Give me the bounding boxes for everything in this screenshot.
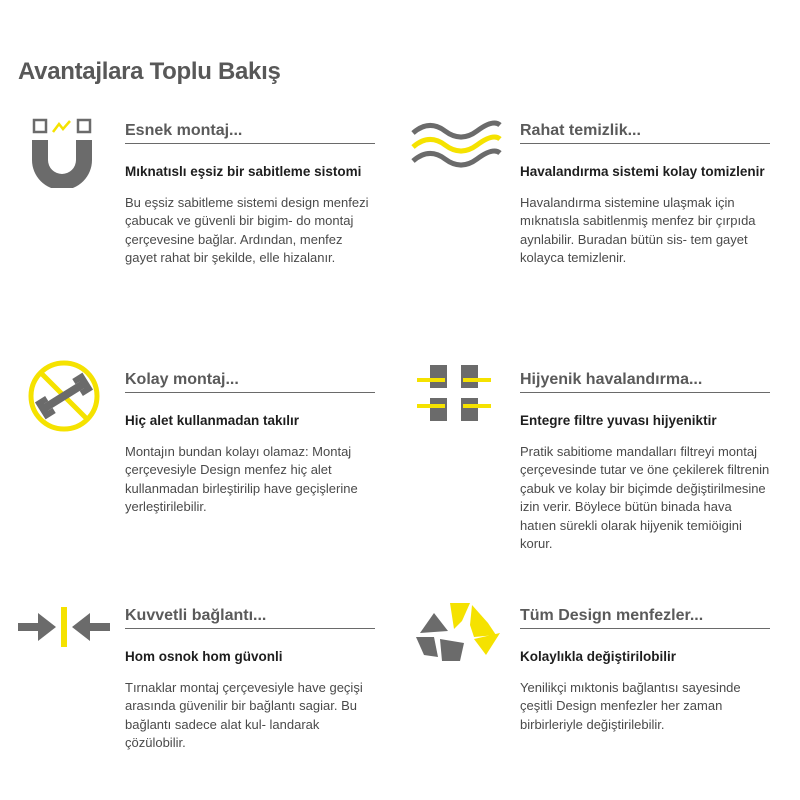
feature-subtitle: Entegre filtre yuvası hijyeniktir [520,413,717,428]
magnet-icon [28,116,96,193]
feature-subtitle: Kolaylıkla değiştirilobilir [520,649,677,664]
strong-connection-icon [16,605,112,654]
exchange-arrows-icon [414,603,504,670]
no-tools-icon [26,358,102,439]
feature-title: Kuvvetli bağlantı... [125,607,375,629]
feature-title: Esnek montaj... [125,122,375,144]
feature-hygienic-ventilation [520,371,770,553]
feature-subtitle: Hom osnok hom güvonli [125,649,283,664]
feature-interchangeable-vents [520,607,770,734]
feature-easy-cleaning [520,122,770,268]
feature-easy-installation [125,371,375,517]
feature-subtitle: Hiç alet kullanmadan takılır [125,413,300,428]
feature-body: Pratik sabitiome mandalları filtreyi montaj çerçevesinde tutar ve öne çekilerek filtrenin çabuk ve kolay bir biçimde değiştirilmesine izin verir. Böylece bütün binada hava hatıen sürekli olarak hijyenik temiöigini korur. [520,444,770,552]
airflow-waves-icon [410,116,502,181]
page-title: Avantajlara Toplu Bakış [18,58,281,85]
feature-title: Kolay montaj... [125,371,375,393]
feature-title: Rahat temizlik... [520,122,770,144]
feature-title: Hijyenik havalandırma... [520,371,770,393]
feature-strong-connection [125,607,375,753]
feature-title: Tüm Design menfezler... [520,607,770,629]
feature-subtitle: Mıknatıslı eşsiz bir sabitleme sistomi [125,164,362,179]
feature-subtitle: Havalandırma sistemi kolay tomizlenir [520,164,765,179]
feature-body: Yenilikçi mıktonis bağlantısı sayesinde çeşitli Design menfezler her zaman birbirleriyle değiştirilebilir. [520,680,741,732]
feature-body: Havalandırma sistemine ulaşmak için mıknatısla sabitlenmiş menfez bir çırpıda aynlabilir. Buradan bütün sis- tem gayet kolayca temizlenir. [520,195,756,266]
feature-body: Montajın bundan kolayı olamaz: Montaj çerçevesiyle Design menfez hiç alet kullanmadan birleştirilip have geçişlerine yerleştirilebilir. [125,444,358,515]
filter-icon [414,363,494,428]
feature-body: Tırnaklar montaj çerçevesiyle have geçişi arasında güvenilir bir bağlantı sagiar. Bu bağlantı sadece alat kul- landarak çözülobilir. [125,680,363,751]
feature-body: Bu eşsiz sabitleme sistemi design menfezi çabucak ve güvenli bir bigim- do montaj çerçevesine bağlar. Ardından, menfez gayet rahat bir şekilde, elle hizalanır. [125,195,369,266]
feature-flexible-mounting [125,122,375,268]
